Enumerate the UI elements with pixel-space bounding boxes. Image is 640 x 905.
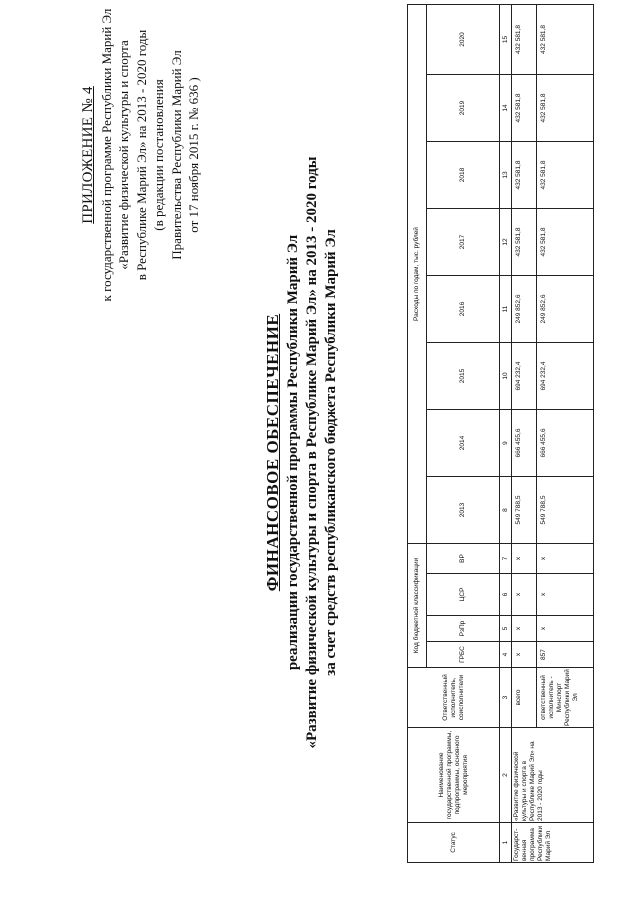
column-number: 3: [500, 668, 512, 728]
header-csr: ЦСР: [427, 574, 500, 616]
header-year: 2014: [427, 410, 500, 477]
column-number: 14: [500, 75, 512, 142]
header-year: 2019: [427, 75, 500, 142]
value-cell: 694 232,4: [537, 343, 594, 410]
value-cell: 432 581,8: [512, 75, 537, 142]
header-year: 2017: [427, 209, 500, 276]
value-cell: 432 581,8: [512, 209, 537, 276]
appendix-title: ПРИЛОЖЕНИЕ № 4: [80, 86, 96, 224]
header-budget-code: Код бюджетной классификации: [408, 544, 427, 668]
csr-cell: x: [537, 574, 594, 616]
value-cell: 432 581,8: [537, 209, 594, 276]
column-number: 10: [500, 343, 512, 410]
column-number: 11: [500, 276, 512, 343]
program-name: «Развитие физической культуры и спорта в Республике Марий Эл» на 2013 - 2020 годы: [512, 728, 594, 823]
subtitle-line: реализации государственной программы Республики Марий Эл: [285, 234, 301, 671]
column-number-row: [500, 4, 512, 862]
appendix-line: от 17 ноября 2015 г. № 636 ): [186, 77, 201, 233]
header-vr: ВР: [427, 544, 500, 574]
header-expenses: Расходы по годам, тыс. рублей: [408, 4, 427, 543]
column-number: 1: [500, 823, 512, 863]
appendix-line: «Развитие физической культуры и спорта: [116, 40, 131, 270]
appendix-line: в Республике Марий Эл» на 2013 - 2020 годы: [133, 29, 149, 281]
column-number: 13: [500, 142, 512, 209]
appendix-block: [80, 5, 203, 305]
appendix-line: к государственной программе Республики Марий Эл: [98, 8, 114, 302]
value-cell: 666 455,6: [537, 410, 594, 477]
value-cell: 549 788,5: [512, 477, 537, 544]
value-cell: 249 852,6: [537, 276, 594, 343]
header-year: 2016: [427, 276, 500, 343]
vr-cell: x: [537, 544, 594, 574]
column-number: 8: [500, 477, 512, 544]
csr-cell: x: [512, 574, 537, 616]
column-number: 7: [500, 544, 512, 574]
value-cell: 432 581,8: [537, 75, 594, 142]
header-year: 2015: [427, 343, 500, 410]
value-cell: 666 455,6: [512, 410, 537, 477]
header-status: Статус: [408, 823, 500, 863]
header-rzpr: РзПр: [427, 616, 500, 642]
rzpr-cell: x: [537, 616, 594, 642]
table-row: [512, 4, 537, 862]
header-responsible: Ответственный исполнитель, соисполнители: [408, 668, 500, 728]
value-cell: 549 788,5: [537, 477, 594, 544]
value-cell: 432 581,8: [512, 4, 537, 74]
value-cell: 432 581,8: [512, 142, 537, 209]
header-grbs: ГРБС: [427, 642, 500, 668]
vr-cell: x: [512, 544, 537, 574]
value-cell: 432 581,8: [537, 4, 594, 74]
column-number: 15: [500, 4, 512, 74]
column-number: 6: [500, 574, 512, 616]
subtitle-line: за счет средств республиканского бюджета Республики Марий Эл: [323, 229, 339, 676]
column-number: 5: [500, 616, 512, 642]
column-number: 2: [500, 728, 512, 823]
header-year: 2020: [427, 4, 500, 74]
responsible-cell: ответственный исполнитель - Минспорт Республики Марий Эл: [537, 668, 594, 728]
rzpr-cell: x: [512, 616, 537, 642]
value-cell: 432 581,8: [537, 142, 594, 209]
grbs-cell: 857: [537, 642, 594, 668]
table-header-row: [408, 4, 427, 862]
appendix-line: Правительства Республики Марий Эл: [168, 50, 184, 260]
column-number: 12: [500, 209, 512, 276]
header-name: Наименование государственной программы, подпрограммы, основного мероприятия: [408, 728, 500, 823]
column-number: 9: [500, 410, 512, 477]
subtitle-line: «Развитие физической культуры и спорта в Республике Марий Эл» на 2013 - 2020 годы: [304, 156, 320, 749]
financing-table: [407, 4, 594, 863]
document-title: ФИНАНСОВОЕ ОБЕСПЕЧЕНИЕ: [263, 313, 282, 592]
header-year: 2018: [427, 142, 500, 209]
title-block: [262, 0, 341, 905]
responsible-cell: всего: [512, 668, 537, 728]
column-number: 4: [500, 642, 512, 668]
appendix-line: (в редакции постановления: [151, 79, 166, 231]
value-cell: 694 232,4: [512, 343, 537, 410]
grbs-cell: x: [512, 642, 537, 668]
program-status: Государст-венная программа Республики Марий Эл: [512, 823, 594, 863]
value-cell: 249 852,6: [512, 276, 537, 343]
header-year: 2013: [427, 477, 500, 544]
